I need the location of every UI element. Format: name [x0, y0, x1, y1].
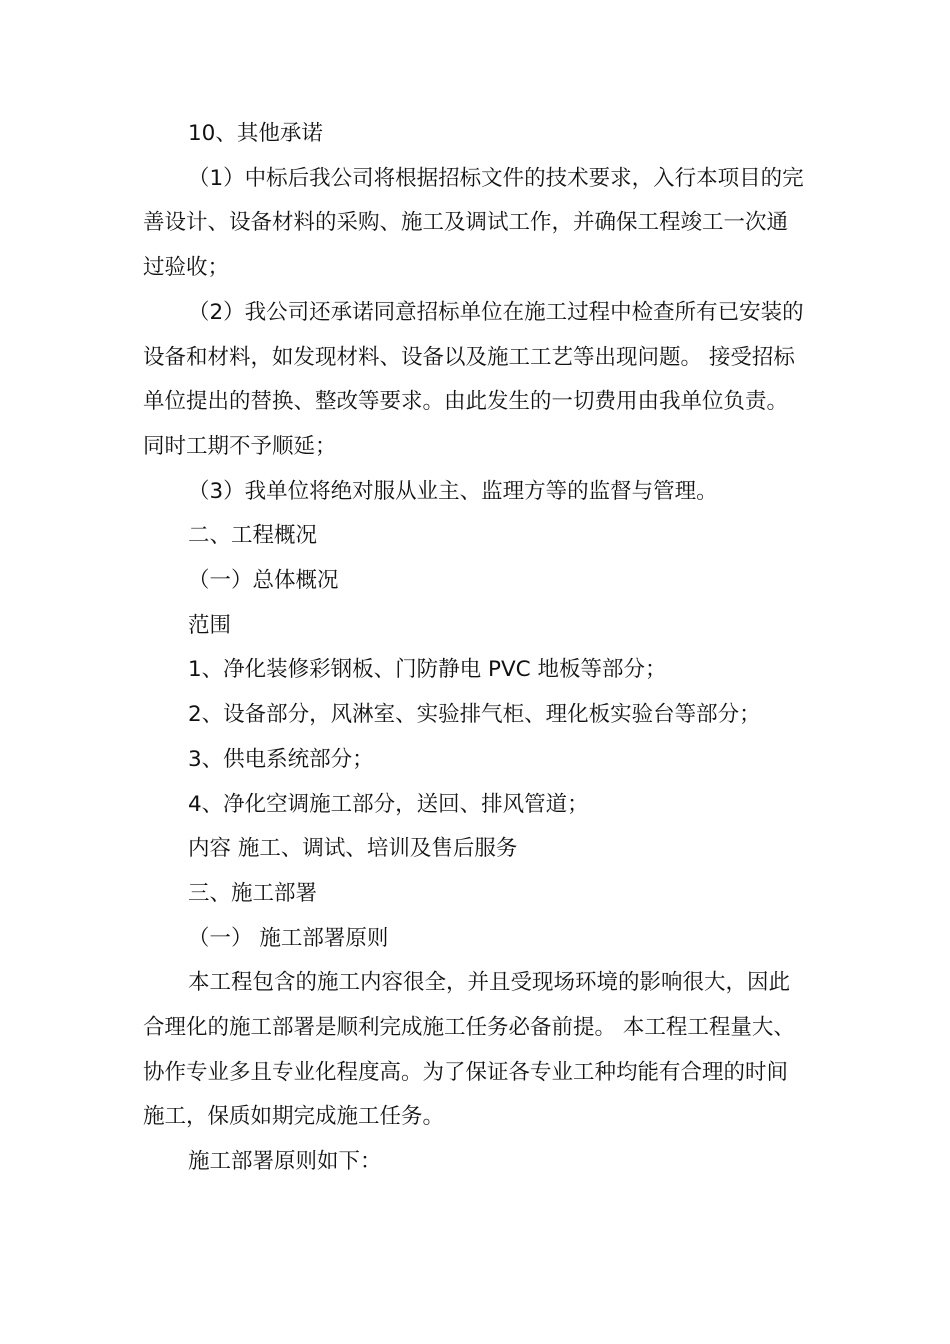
deployment-paragraph: 本工程包含的施工内容很全，并且受现场环境的影响很大，因此合理化的施工部署是顺利完成施工任务必备前提。 本工程工程量大、协作专业多且专业化程度高。为了保证各专业工种均能有合理的时间施工，保质如期完成施工任务。 [143, 970, 795, 1130]
commitment-paragraph-1: （1）中标后我公司将根据招标文件的技术要求，入行本项目的完善设计、设备材料的采购、施工及调试工作，并确保工程竣工一次通过验收； [143, 165, 804, 281]
scope-item-3: 3、供电系统部分； [188, 746, 374, 772]
scope-item-1: 1、净化装修彩钢板、门防静电 PVC 地板等部分； [188, 657, 667, 683]
label-scope: 范围 [188, 612, 232, 638]
subheading-general-overview: （一）总体概况 [188, 568, 339, 594]
subheading-deployment-principles: （一） 施工部署原则 [188, 925, 389, 951]
document-body [143, 112, 809, 1185]
scope-item-2: 2、设备部分，风淋室、实验排气柜、理化板实验台等部分； [188, 702, 761, 728]
content-line: 内容 施工、调试、培训及售后服务 [188, 836, 518, 862]
heading-other-commitments: 10、其他承诺 [188, 121, 323, 146]
heading-construction-deployment: 三、施工部署 [188, 880, 318, 906]
commitment-paragraph-2: （2）我公司还承诺同意招标单位在施工过程中检查所有已安装的设备和材料，如发现材料、设备以及施工工艺等出现问题。 接受招标单位提出的替换、整改等要求。由此发生的一切费用由我单位负责。同时工期不予顺延； [143, 299, 804, 459]
commitment-paragraph-3: （3）我单位将绝对服从业主、监理方等的监督与管理。 [188, 478, 718, 504]
deployment-principles-intro: 施工部署原则如下： [188, 1149, 382, 1175]
heading-project-overview: 二、工程概况 [188, 523, 318, 549]
scope-item-4: 4、净化空调施工部分，送回、排风管道； [188, 791, 589, 817]
